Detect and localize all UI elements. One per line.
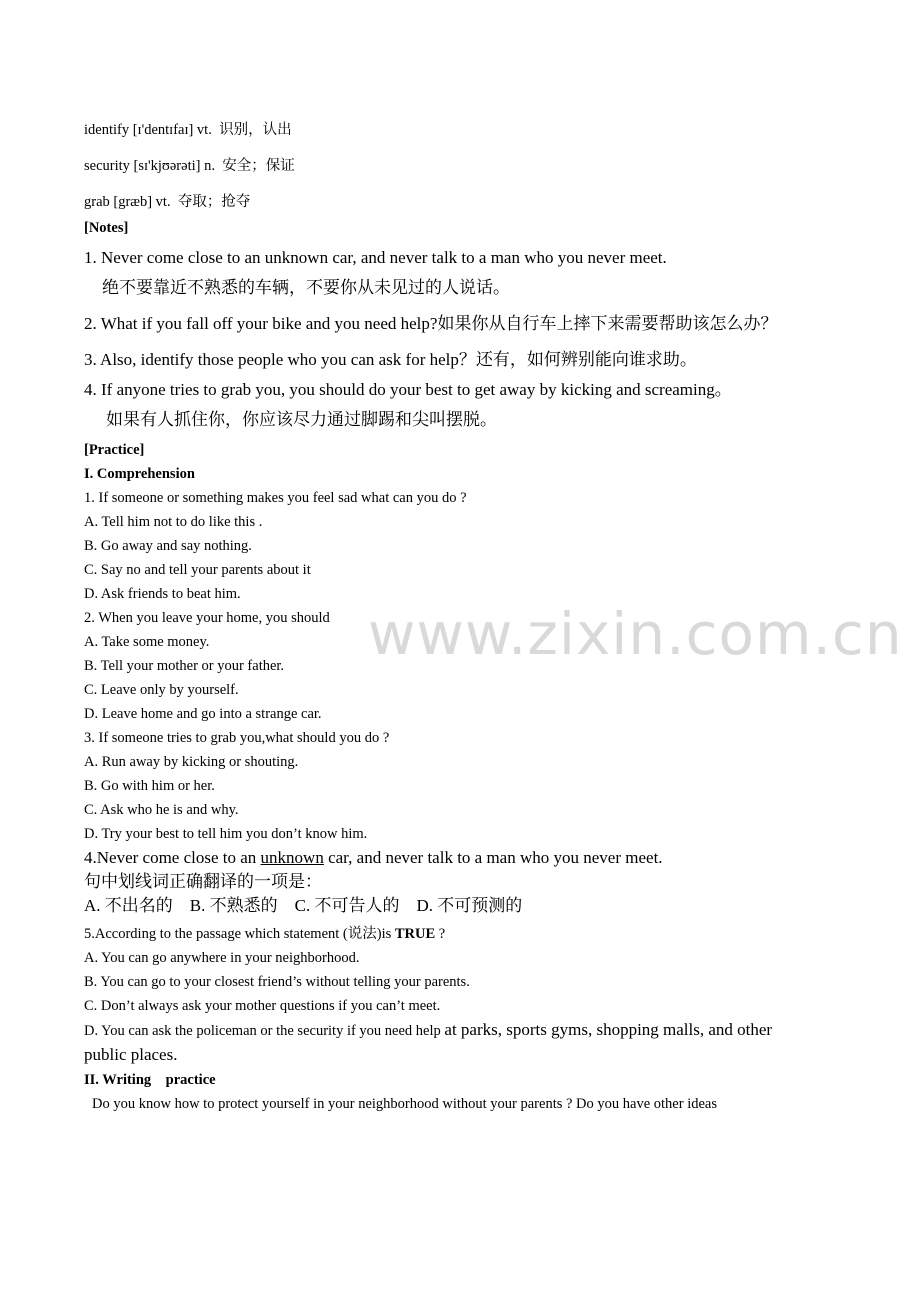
question-1: 1. If someone or something makes you feel sad what can you do ? <box>84 490 467 506</box>
option-3b: B. Go with him or her. <box>84 778 215 794</box>
question-4-instruction: 句中划线词正确翻译的一项是： <box>84 872 322 891</box>
writing-heading: II. Writing practice <box>84 1072 216 1088</box>
option-4a: A. 不出名的 <box>84 896 173 915</box>
option-5d: D. You can ask the policeman or the security if you need help at parks, sports gyms, shopping malls, and other public places. <box>84 1020 773 1064</box>
option-5a: A. You can go anywhere in your neighborhood. <box>84 950 360 966</box>
vocab-item: grab [græb] vt. 夺取；抢夺 <box>84 194 251 210</box>
practice-heading: [Practice] <box>84 442 145 458</box>
note-2: 2. What if you fall off your bike and you need help?如果你从自行车上摔下来需要帮助该怎么办？ <box>84 314 778 333</box>
comprehension-heading: I. Comprehension <box>84 466 195 482</box>
option-5c: C. Don’t always ask your mother questions if you can’t meet. <box>84 998 441 1014</box>
note-4-translation: 如果有人抓住你，你应该尽力通过脚踢和尖叫摆脱。 <box>106 410 497 429</box>
option-1d: D. Ask friends to beat him. <box>84 586 241 602</box>
option-5b: B. You can go to your closest friend’s without telling your parents. <box>84 974 470 990</box>
writing-prompt: Do you know how to protect yourself in your neighborhood without your parents ? Do you have other ideas <box>92 1096 717 1112</box>
question-5: 5.According to the passage which statement (说法)is TRUE ? <box>84 926 446 942</box>
note-4: 4. If anyone tries to grab you, you should do your best to get away by kicking and screaming。 <box>84 380 732 399</box>
option-4b: B. 不熟悉的 <box>189 896 278 915</box>
question-4: 4.Never come close to an unknown car, and never talk to a man who you never meet. <box>84 848 663 867</box>
option-3d: D. Try your best to tell him you don’t know him. <box>84 826 368 842</box>
option-2a: A. Take some money. <box>84 634 210 650</box>
option-1c: C. Say no and tell your parents about it <box>84 562 311 578</box>
notes-heading: [Notes] <box>84 220 129 236</box>
underlined-word: unknown <box>260 848 324 867</box>
document-page <box>84 118 814 1116</box>
option-4d: D. 不可预测的 <box>416 896 523 915</box>
question-2: 2. When you leave your home, you should <box>84 610 330 626</box>
note-3: 3. Also, identify those people who you can ask for help？还有，如何辨别能向谁求助。 <box>84 350 697 369</box>
option-4c: C. 不可告人的 <box>294 896 400 915</box>
question-4-options <box>84 894 814 918</box>
option-3a: A. Run away by kicking or shouting. <box>84 754 299 770</box>
note-1: 1. Never come close to an unknown car, and never talk to a man who you never meet. <box>84 248 667 267</box>
note-1-translation: 绝不要靠近不熟悉的车辆，不要你从未见过的人说话。 <box>102 278 510 297</box>
option-1a: A. Tell him not to do like this . <box>84 514 263 530</box>
watermark-text: www.zixin.com.cn <box>368 600 903 668</box>
question-3: 3. If someone tries to grab you,what should you do ? <box>84 730 390 746</box>
option-2d: D. Leave home and go into a strange car. <box>84 706 322 722</box>
option-2c: C. Leave only by yourself. <box>84 682 239 698</box>
option-1b: B. Go away and say nothing. <box>84 538 252 554</box>
vocab-item: security [sɪ'kjʊərəti] n. 安全；保证 <box>84 158 295 174</box>
option-3c: C. Ask who he is and why. <box>84 802 239 818</box>
option-2b: B. Tell your mother or your father. <box>84 658 285 674</box>
vocab-item: identify [ɪ'dentɪfaɪ] vt. 识别，认出 <box>84 122 292 138</box>
